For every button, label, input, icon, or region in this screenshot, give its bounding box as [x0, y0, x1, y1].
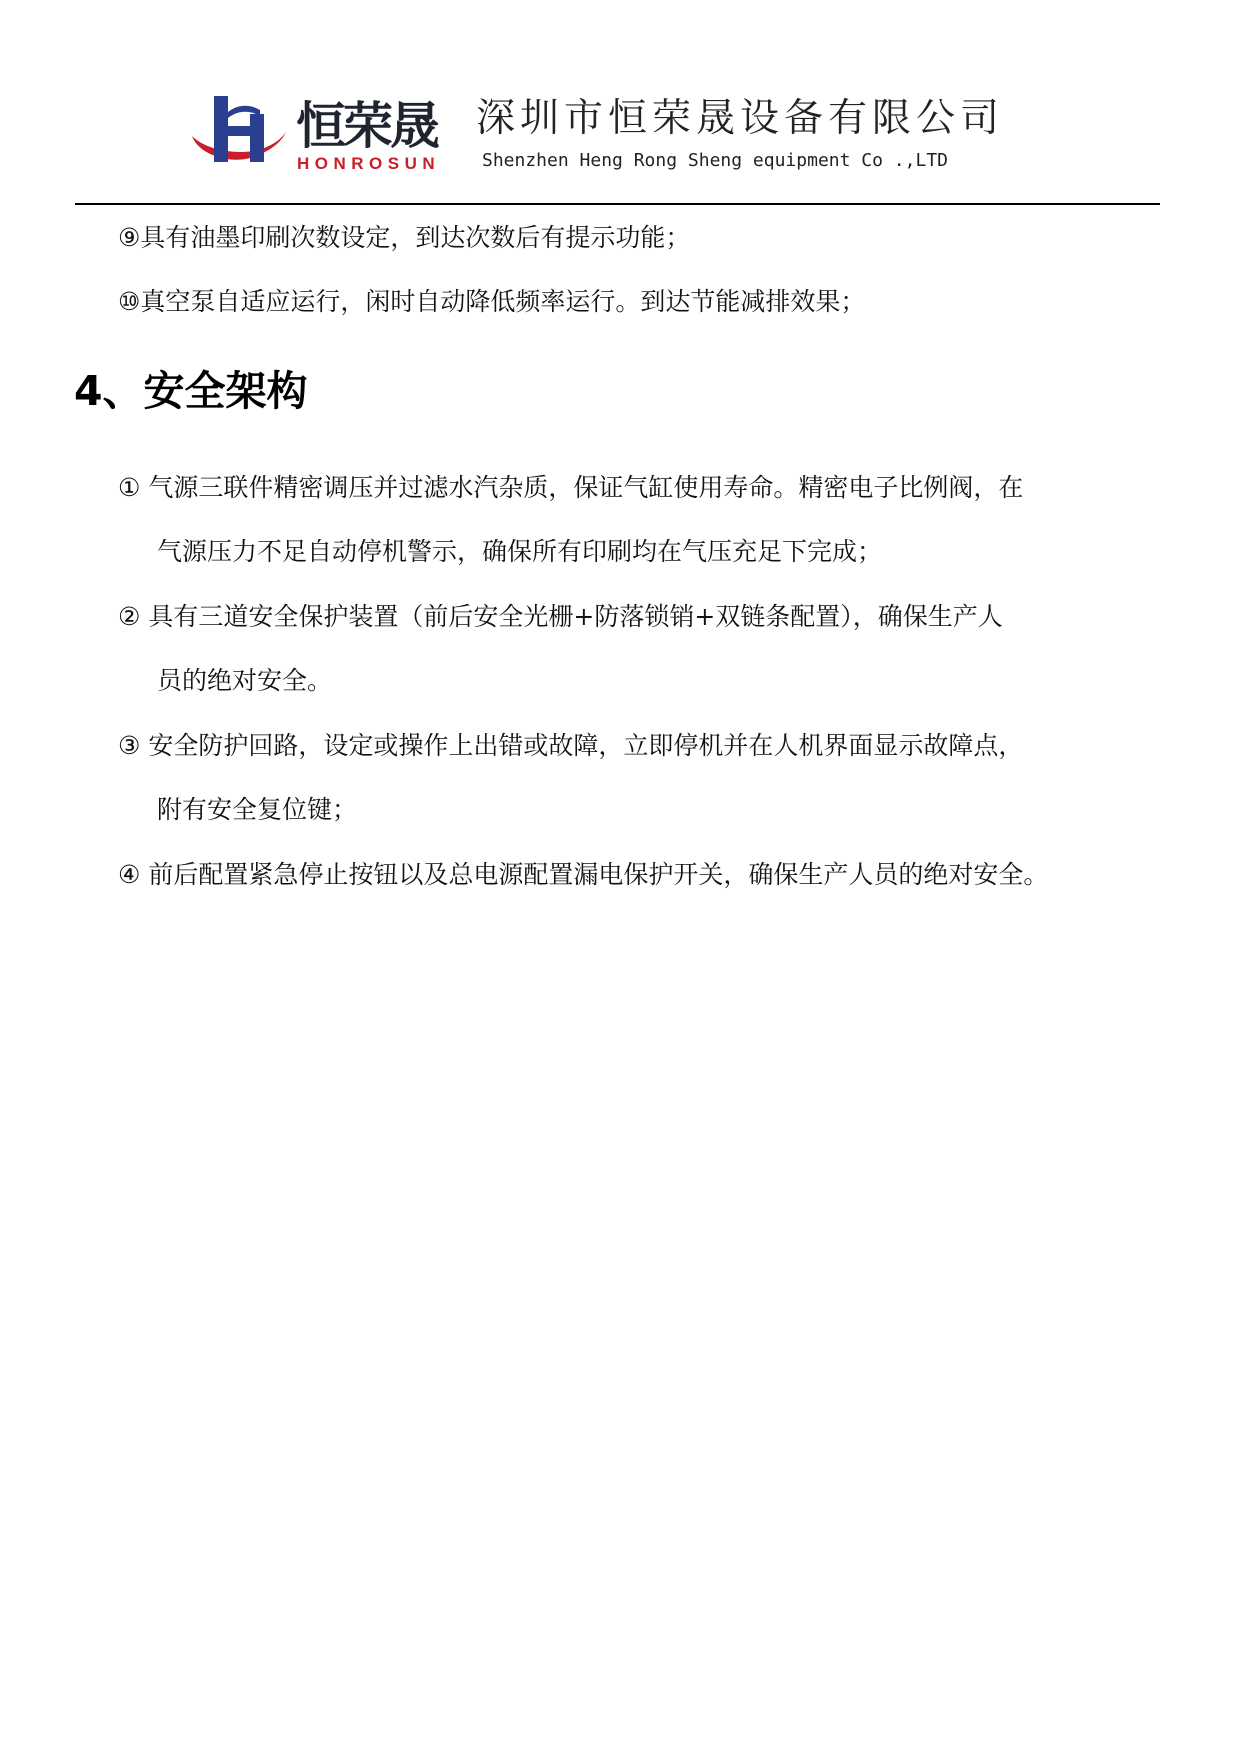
brand-name-cn: 恒荣晟	[296, 97, 437, 155]
list-item	[118, 859, 1048, 891]
item-marker: ⑨	[118, 223, 141, 252]
item-text: 真空泵自适应运行，闲时自动降低频率运行。到达节能减排效果；	[140, 287, 866, 316]
list-item	[118, 222, 690, 254]
item-text: 气源三联件精密调压并过滤水汽杂质，保证气缸使用寿命。精密电子比例阀，在	[148, 473, 1024, 502]
item-text: 前后配置紧急停止按钮以及总电源配置漏电保护开关，确保生产人员的绝对安全。	[148, 860, 1049, 889]
honrosun-logo-icon	[188, 92, 288, 170]
item-text: 具有油墨印刷次数设定，到达次数后有提示功能；	[140, 223, 691, 252]
company-name-cn: 深圳市恒荣晟设备有限公司	[476, 96, 1005, 141]
list-item	[118, 601, 1003, 633]
section-title: 4、安全架构	[74, 367, 308, 415]
list-item	[118, 286, 865, 318]
brand-name-en: HONROSUN	[297, 154, 441, 173]
header-divider	[75, 203, 1160, 205]
item-marker: ③	[118, 731, 141, 760]
item-marker: ②	[118, 602, 141, 631]
list-item	[118, 730, 1023, 762]
item-marker: ④	[118, 860, 141, 889]
item-text: 具有三道安全保护装置（前后安全光栅+防落锁销+双链条配置），确保生产人	[148, 602, 1003, 631]
page-header	[0, 0, 1240, 205]
item-marker: ①	[118, 473, 141, 502]
list-item	[118, 472, 1023, 504]
item-marker: ⑩	[118, 287, 141, 316]
item-text: 安全防护回路，设定或操作上出错或故障，立即停机并在人机界面显示故障点，	[148, 731, 1024, 760]
company-name-en: Shenzhen Heng Rong Sheng equipment Co .,LTD	[482, 150, 948, 171]
item-continuation: 员的绝对安全。	[157, 666, 333, 695]
item-continuation: 气源压力不足自动停机警示，确保所有印刷均在气压充足下完成；	[157, 537, 883, 566]
item-continuation: 附有安全复位键；	[157, 795, 358, 824]
